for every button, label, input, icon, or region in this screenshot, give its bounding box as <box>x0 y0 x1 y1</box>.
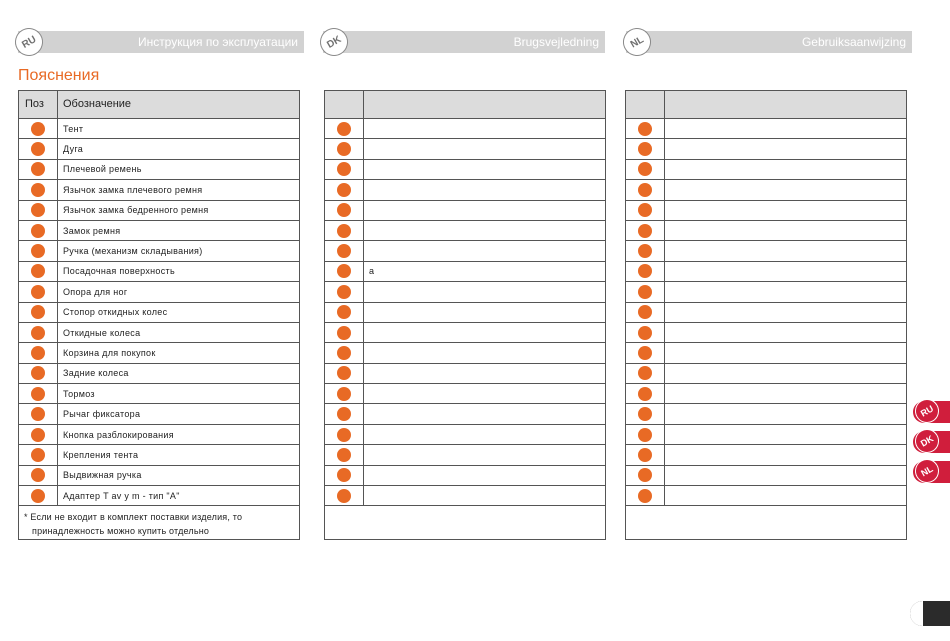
position-cell <box>19 221 58 240</box>
table-footnote <box>626 506 906 539</box>
table-row <box>19 445 299 465</box>
table-footnote <box>325 506 605 539</box>
item-label: Опора для ног <box>63 286 128 297</box>
position-cell <box>325 303 364 322</box>
position-dot-icon <box>31 448 45 462</box>
table-header <box>325 91 605 119</box>
position-cell <box>19 343 58 362</box>
table-row <box>626 343 906 363</box>
item-label <box>665 425 906 444</box>
table-row <box>626 323 906 343</box>
item-label <box>665 180 906 199</box>
position-dot-icon <box>638 366 652 380</box>
table-row <box>626 221 906 241</box>
item-label <box>665 466 906 485</box>
table-row <box>19 282 299 302</box>
position-dot-icon <box>337 162 351 176</box>
ru-language-badge-icon: RU <box>10 23 48 61</box>
position-cell <box>626 262 665 281</box>
table-row <box>626 160 906 180</box>
position-dot-icon <box>638 285 652 299</box>
position-cell <box>626 282 665 301</box>
header-pos: Поз <box>19 91 58 118</box>
item-label: Дуга <box>63 144 84 155</box>
position-cell <box>626 139 665 158</box>
table-row <box>19 364 299 384</box>
legend-table-ru <box>18 90 300 540</box>
position-cell <box>626 303 665 322</box>
position-cell <box>325 364 364 383</box>
item-label <box>665 303 906 322</box>
position-dot-icon <box>638 142 652 156</box>
position-dot-icon <box>337 346 351 360</box>
table-row <box>325 160 605 180</box>
position-dot-icon <box>337 468 351 482</box>
position-cell <box>626 425 665 444</box>
position-dot-icon <box>337 264 351 278</box>
item-label <box>364 303 605 322</box>
position-dot-icon <box>31 346 45 360</box>
item-label <box>364 486 605 505</box>
position-dot-icon <box>638 326 652 340</box>
table-row <box>19 221 299 241</box>
position-dot-icon <box>638 122 652 136</box>
position-cell <box>626 445 665 464</box>
position-dot-icon <box>31 244 45 258</box>
table-row <box>626 201 906 221</box>
item-label: Посадочная поверхность <box>63 266 175 277</box>
item-label: Кнопка разблокирования <box>63 429 174 440</box>
position-dot-icon <box>638 203 652 217</box>
item-label <box>665 323 906 342</box>
half-circle-icon <box>910 601 935 626</box>
position-cell <box>325 262 364 281</box>
position-cell <box>325 486 364 505</box>
position-dot-icon <box>638 183 652 197</box>
table-row <box>325 201 605 221</box>
table-row <box>325 180 605 200</box>
position-dot-icon <box>337 489 351 503</box>
position-dot-icon <box>31 285 45 299</box>
table-row <box>626 262 906 282</box>
position-cell <box>626 241 665 260</box>
position-dot-icon <box>31 264 45 278</box>
position-cell <box>626 486 665 505</box>
table-row <box>325 404 605 424</box>
table-row <box>19 303 299 323</box>
table-row <box>626 364 906 384</box>
position-cell <box>325 323 364 342</box>
item-label <box>665 282 906 301</box>
item-label: Корзина для покупок <box>63 347 156 358</box>
item-label <box>364 119 605 138</box>
ru-tab-icon: RU <box>911 395 944 428</box>
position-dot-icon <box>638 305 652 319</box>
header-bar-ru <box>18 31 304 53</box>
header-pos <box>325 91 364 118</box>
position-dot-icon <box>638 468 652 482</box>
item-label: Ручка (механизм складывания) <box>63 246 203 257</box>
table-row <box>19 160 299 180</box>
position-dot-icon <box>638 387 652 401</box>
item-label <box>364 201 605 220</box>
table-row <box>19 262 299 282</box>
position-dot-icon <box>31 468 45 482</box>
position-cell <box>19 241 58 260</box>
position-cell <box>19 445 58 464</box>
position-dot-icon <box>31 305 45 319</box>
item-label <box>364 139 605 158</box>
table-row <box>19 343 299 363</box>
position-dot-icon <box>337 326 351 340</box>
item-label <box>364 241 605 260</box>
item-label: Стопор откидных колес <box>63 307 168 318</box>
header-title-nl: Gebruiksaanwijzing <box>801 35 906 49</box>
position-cell <box>325 282 364 301</box>
position-cell <box>19 139 58 158</box>
position-cell <box>19 404 58 423</box>
dk-language-badge-icon: DK <box>315 23 353 61</box>
position-cell <box>626 323 665 342</box>
item-label: Тент <box>63 123 84 134</box>
item-label <box>665 160 906 179</box>
position-cell <box>626 119 665 138</box>
position-dot-icon <box>31 183 45 197</box>
position-dot-icon <box>31 366 45 380</box>
item-label: a <box>369 266 375 277</box>
position-dot-icon <box>31 489 45 503</box>
item-label <box>364 404 605 423</box>
table-row <box>19 201 299 221</box>
position-cell <box>19 364 58 383</box>
table-row <box>19 486 299 506</box>
position-dot-icon <box>638 264 652 278</box>
table-row <box>626 445 906 465</box>
position-dot-icon <box>638 244 652 258</box>
table-footnote <box>19 506 299 539</box>
footnote-line-1: * Если не входит в комплект поставки изделия, то <box>24 512 243 523</box>
item-label <box>665 119 906 138</box>
table-row <box>19 241 299 261</box>
position-dot-icon <box>337 203 351 217</box>
table-header <box>626 91 906 119</box>
item-label <box>665 201 906 220</box>
position-dot-icon <box>337 428 351 442</box>
position-dot-icon <box>638 448 652 462</box>
item-label <box>364 343 605 362</box>
header-title-ru: Инструкция по эксплуатации <box>137 35 298 49</box>
table-row <box>626 241 906 261</box>
position-cell <box>19 180 58 199</box>
table-row <box>325 323 605 343</box>
position-cell <box>626 180 665 199</box>
position-cell <box>325 139 364 158</box>
position-dot-icon <box>638 224 652 238</box>
item-label <box>665 241 906 260</box>
table-row <box>325 221 605 241</box>
position-dot-icon <box>337 407 351 421</box>
item-label <box>364 445 605 464</box>
position-dot-icon <box>31 387 45 401</box>
table-row <box>325 343 605 363</box>
position-cell <box>325 466 364 485</box>
table-row <box>19 404 299 424</box>
table-row <box>325 384 605 404</box>
position-cell <box>325 119 364 138</box>
item-label <box>364 160 605 179</box>
position-dot-icon <box>337 142 351 156</box>
position-cell <box>19 323 58 342</box>
position-cell <box>19 262 58 281</box>
position-cell <box>325 384 364 403</box>
header-name: Обозначение <box>63 98 132 110</box>
position-dot-icon <box>337 122 351 136</box>
position-cell <box>19 466 58 485</box>
position-dot-icon <box>638 407 652 421</box>
position-cell <box>325 425 364 444</box>
item-label <box>364 466 605 485</box>
table-row <box>325 139 605 159</box>
position-dot-icon <box>31 326 45 340</box>
position-dot-icon <box>337 183 351 197</box>
position-cell <box>325 343 364 362</box>
item-label <box>364 323 605 342</box>
position-dot-icon <box>31 142 45 156</box>
section-title: Пояснения <box>18 67 100 84</box>
item-label <box>665 404 906 423</box>
table-row <box>325 262 605 282</box>
dk-tab-icon: DK <box>911 425 944 458</box>
position-cell <box>626 343 665 362</box>
table-row <box>626 384 906 404</box>
table-row <box>19 323 299 343</box>
position-dot-icon <box>31 428 45 442</box>
nl-language-badge-icon: NL <box>618 23 656 61</box>
position-dot-icon <box>31 162 45 176</box>
table-row <box>325 241 605 261</box>
item-label: Рычаг фиксатора <box>63 409 141 420</box>
table-row <box>19 180 299 200</box>
legend-table-dk <box>324 90 606 540</box>
item-label <box>665 364 906 383</box>
item-label: Плечевой ремень <box>63 164 142 175</box>
item-label <box>364 384 605 403</box>
item-label: Откидные колеса <box>63 327 141 338</box>
position-cell <box>626 364 665 383</box>
position-cell <box>325 221 364 240</box>
position-cell <box>626 466 665 485</box>
item-label: Крепления тента <box>63 449 139 460</box>
item-label: Тормоз <box>63 388 95 399</box>
position-dot-icon <box>337 244 351 258</box>
position-dot-icon <box>638 489 652 503</box>
position-dot-icon <box>638 162 652 176</box>
position-dot-icon <box>337 366 351 380</box>
item-label <box>665 139 906 158</box>
position-cell <box>19 119 58 138</box>
header-name <box>364 91 605 118</box>
item-label <box>364 180 605 199</box>
item-label: Язычок замка бедренного ремня <box>63 205 209 216</box>
table-row <box>626 139 906 159</box>
table-row <box>626 303 906 323</box>
table-row <box>626 466 906 486</box>
side-tab-dk[interactable] <box>913 431 950 453</box>
header-title-dk: Brugsvejledning <box>513 35 599 49</box>
item-label <box>364 221 605 240</box>
table-row <box>626 404 906 424</box>
position-dot-icon <box>31 407 45 421</box>
item-label <box>364 364 605 383</box>
item-label: Задние колеса <box>63 368 129 379</box>
item-label: Замок ремня <box>63 225 121 236</box>
item-label <box>665 221 906 240</box>
position-dot-icon <box>31 203 45 217</box>
table-row <box>325 445 605 465</box>
position-cell <box>325 201 364 220</box>
position-dot-icon <box>337 224 351 238</box>
position-cell <box>19 425 58 444</box>
position-dot-icon <box>638 428 652 442</box>
position-dot-icon <box>31 122 45 136</box>
nl-tab-icon: NL <box>911 455 944 488</box>
position-cell <box>626 404 665 423</box>
item-label <box>665 486 906 505</box>
table-row <box>626 282 906 302</box>
position-cell <box>19 201 58 220</box>
table-row <box>325 119 605 139</box>
table-row <box>626 119 906 139</box>
footnote-line-2: принадлежность можно купить отдельно <box>32 526 210 537</box>
table-row <box>325 303 605 323</box>
position-cell <box>626 160 665 179</box>
position-cell <box>325 160 364 179</box>
item-label <box>665 445 906 464</box>
header-bar-dk <box>323 31 605 53</box>
item-label <box>665 384 906 403</box>
table-row <box>19 466 299 486</box>
position-cell <box>19 282 58 301</box>
position-cell <box>325 241 364 260</box>
position-dot-icon <box>337 285 351 299</box>
table-row <box>325 466 605 486</box>
position-cell <box>325 404 364 423</box>
item-label: Язычок замка плечевого ремня <box>63 184 203 195</box>
item-label <box>665 343 906 362</box>
table-header <box>19 91 299 119</box>
position-cell <box>626 201 665 220</box>
position-dot-icon <box>638 346 652 360</box>
table-row <box>19 119 299 139</box>
position-cell <box>325 445 364 464</box>
position-dot-icon <box>31 224 45 238</box>
table-row <box>626 486 906 506</box>
position-cell <box>19 486 58 505</box>
position-dot-icon <box>337 448 351 462</box>
position-cell <box>325 180 364 199</box>
table-row <box>325 486 605 506</box>
item-label <box>665 262 906 281</box>
table-row <box>325 282 605 302</box>
table-row <box>626 180 906 200</box>
side-tab-ru[interactable] <box>913 401 950 423</box>
position-dot-icon <box>337 387 351 401</box>
item-label: Адаптер T av y m - тип "A" <box>63 490 180 501</box>
table-row <box>626 425 906 445</box>
header-name <box>665 91 906 118</box>
table-row <box>19 425 299 445</box>
position-cell <box>626 221 665 240</box>
item-label: Выдвижная ручка <box>63 470 142 481</box>
table-row <box>19 139 299 159</box>
position-dot-icon <box>337 305 351 319</box>
position-cell <box>19 160 58 179</box>
header-pos <box>626 91 665 118</box>
position-cell <box>626 384 665 403</box>
table-row <box>325 425 605 445</box>
legend-table-nl <box>625 90 907 540</box>
table-row <box>325 364 605 384</box>
position-cell <box>19 303 58 322</box>
item-label <box>364 425 605 444</box>
side-tab-nl[interactable] <box>913 461 950 483</box>
item-label <box>364 282 605 301</box>
header-bar-nl <box>626 31 912 53</box>
page-marker-icon <box>910 601 950 626</box>
table-row <box>19 384 299 404</box>
position-cell <box>19 384 58 403</box>
